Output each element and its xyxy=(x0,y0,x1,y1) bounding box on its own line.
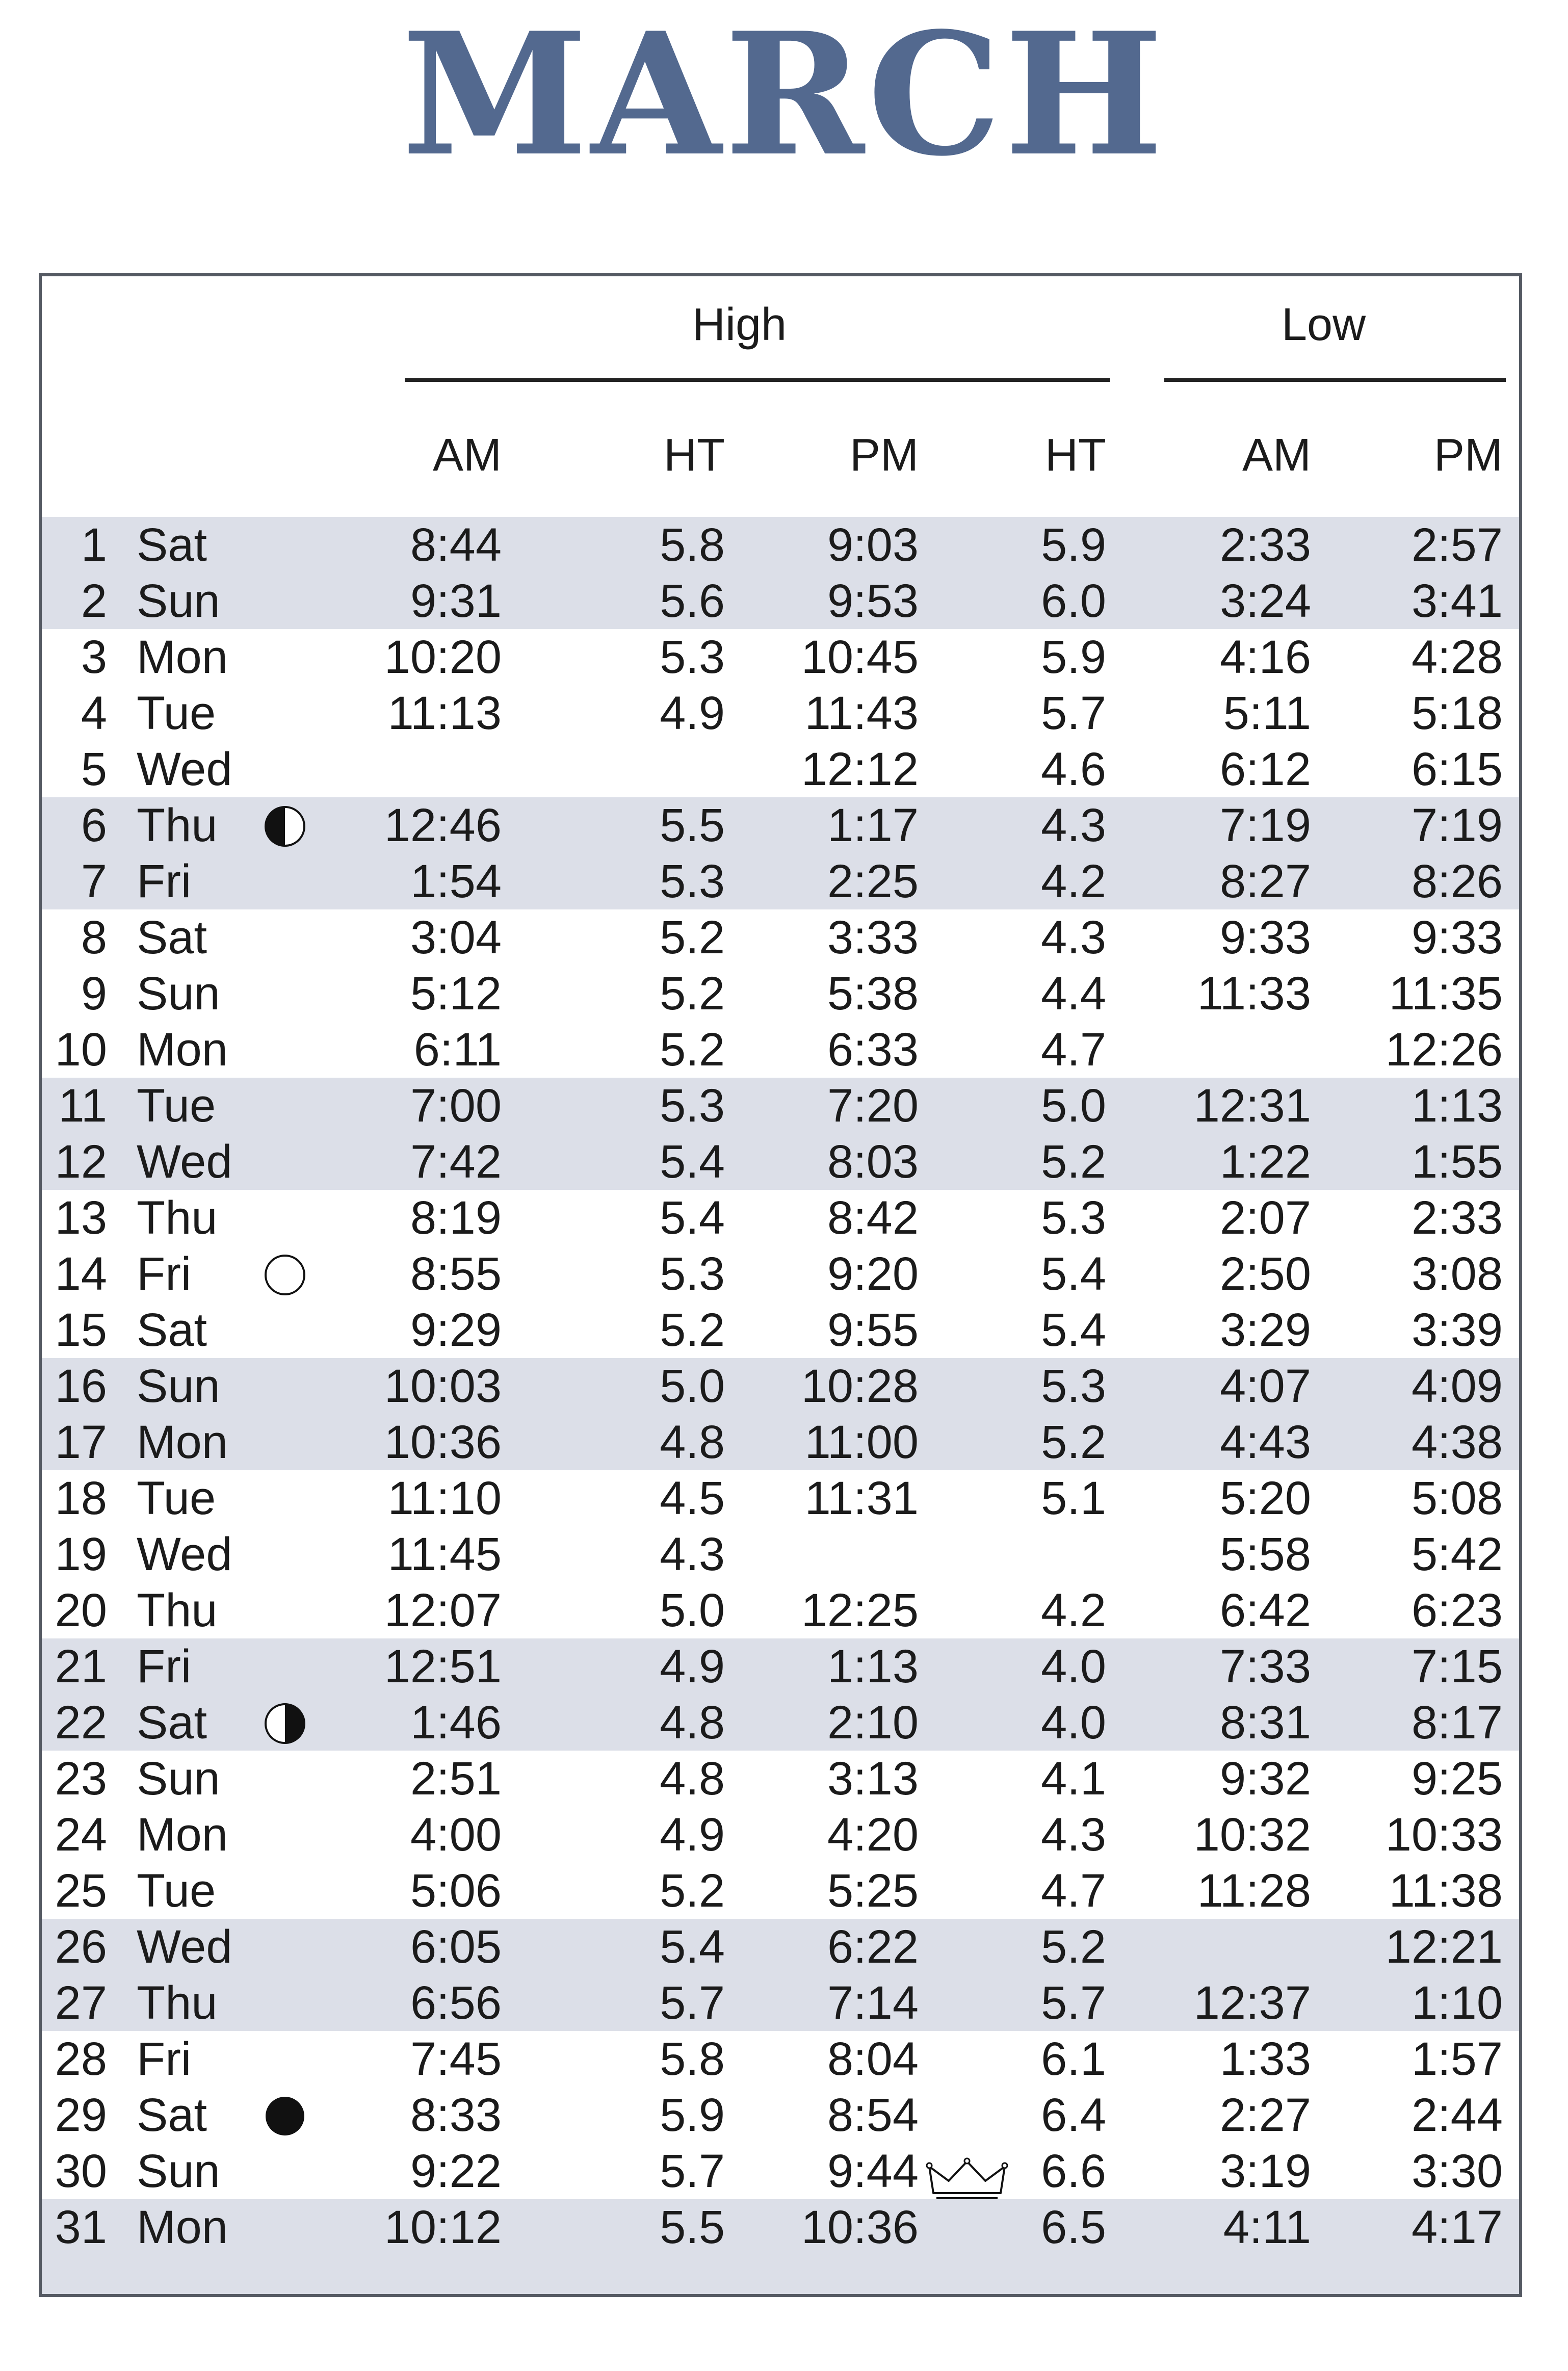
high-pm-height: 4.7 xyxy=(1041,1865,1106,1917)
high-pm-height: 4.2 xyxy=(1041,855,1106,907)
high-am-height: 5.8 xyxy=(660,519,725,571)
table-row xyxy=(42,1975,1519,2031)
day-number: 11 xyxy=(58,1080,107,1132)
day-of-week: Wed xyxy=(137,1528,232,1580)
high-am-height: 5.3 xyxy=(660,1248,725,1300)
day-number: 19 xyxy=(55,1528,107,1580)
day-number: 7 xyxy=(81,855,107,907)
high-header: High xyxy=(692,299,787,350)
low-am-time: 3:19 xyxy=(1219,2145,1311,2197)
low-pm-time: 5:08 xyxy=(1411,1472,1503,1524)
day-number: 31 xyxy=(55,2201,107,2253)
low-pm-time: 4:38 xyxy=(1411,1416,1503,1468)
high-am-time: 4:00 xyxy=(410,1809,502,1861)
low-pm-time: 4:09 xyxy=(1411,1360,1503,1412)
low-pm-time: 7:19 xyxy=(1411,799,1503,851)
low-am-time: 10:32 xyxy=(1193,1809,1311,1861)
low-pm-time: 1:55 xyxy=(1411,1136,1503,1188)
high-am-time: 9:22 xyxy=(410,2145,502,2197)
high-pm-time: 3:13 xyxy=(827,1753,919,1805)
day-number: 27 xyxy=(55,1977,107,2029)
day-of-week: Sat xyxy=(137,911,207,963)
high-pm-height: 5.7 xyxy=(1041,1977,1106,2029)
low-pm-time: 2:44 xyxy=(1411,2089,1503,2141)
high-am-height: 4.8 xyxy=(660,1753,725,1805)
table-row xyxy=(42,2031,1519,2087)
low-pm-time: 8:26 xyxy=(1411,855,1503,907)
low-am-time: 1:33 xyxy=(1219,2033,1311,2085)
low-pm-time: 11:38 xyxy=(1389,1865,1503,1917)
low-am-time: 11:28 xyxy=(1197,1865,1311,1917)
table-row xyxy=(42,1807,1519,1863)
day-number: 17 xyxy=(55,1416,107,1468)
table-row xyxy=(42,2199,1519,2255)
day-number: 14 xyxy=(55,1248,107,1300)
high-am-time: 10:12 xyxy=(384,2201,502,2253)
high-pm-height: 5.9 xyxy=(1041,519,1106,571)
day-of-week: Sat xyxy=(137,1697,207,1749)
day-of-week: Thu xyxy=(137,1977,218,2029)
col-header-high-am-ht: HT xyxy=(664,430,725,481)
low-am-time: 11:33 xyxy=(1197,968,1311,1020)
table-row xyxy=(42,1078,1519,1134)
high-pm-height: 4.4 xyxy=(1041,968,1106,1020)
day-of-week: Wed xyxy=(137,743,232,795)
high-am-height: 5.6 xyxy=(660,575,725,627)
day-of-week: Sat xyxy=(137,519,207,571)
high-am-height: 5.3 xyxy=(660,631,725,683)
high-am-height: 5.2 xyxy=(660,968,725,1020)
high-pm-height: 5.2 xyxy=(1041,1136,1106,1188)
high-am-time: 11:10 xyxy=(387,1472,502,1524)
high-am-height: 5.3 xyxy=(660,855,725,907)
day-number: 23 xyxy=(55,1753,107,1805)
high-pm-time: 7:20 xyxy=(827,1080,919,1132)
high-am-time: 7:45 xyxy=(410,2033,502,2085)
day-of-week: Mon xyxy=(137,631,228,683)
low-pm-time: 2:33 xyxy=(1411,1192,1503,1244)
high-am-time: 2:51 xyxy=(410,1753,502,1805)
high-am-height: 5.5 xyxy=(660,799,725,851)
table-row xyxy=(42,1246,1519,1302)
high-am-height: 5.2 xyxy=(660,1024,725,1076)
crown-icon xyxy=(926,2157,1008,2203)
high-pm-time: 7:14 xyxy=(827,1977,919,2029)
high-pm-time: 9:03 xyxy=(827,519,919,571)
low-am-time: 2:07 xyxy=(1219,1192,1311,1244)
day-number: 15 xyxy=(55,1304,107,1356)
high-pm-time: 6:33 xyxy=(827,1024,919,1076)
day-of-week: Tue xyxy=(137,1080,216,1132)
high-pm-time: 8:03 xyxy=(827,1136,919,1188)
table-row xyxy=(42,797,1519,853)
low-pm-time: 12:21 xyxy=(1385,1921,1503,1973)
high-am-height: 5.4 xyxy=(660,1192,725,1244)
high-am-height: 5.2 xyxy=(660,1865,725,1917)
low-pm-time: 9:33 xyxy=(1411,911,1503,963)
high-am-height: 5.4 xyxy=(660,1136,725,1188)
table-row xyxy=(42,2087,1519,2143)
high-am-time: 8:19 xyxy=(410,1192,502,1244)
high-pm-time: 11:43 xyxy=(804,687,919,739)
high-pm-height: 5.0 xyxy=(1041,1080,1106,1132)
high-pm-height: 5.4 xyxy=(1041,1304,1106,1356)
high-pm-height: 4.3 xyxy=(1041,799,1106,851)
high-am-height: 4.9 xyxy=(660,1640,725,1692)
high-pm-height: 5.1 xyxy=(1041,1472,1106,1524)
day-number: 24 xyxy=(55,1809,107,1861)
low-pm-time: 9:25 xyxy=(1411,1753,1503,1805)
col-header-low-am: AM xyxy=(1242,430,1311,481)
high-am-height: 4.9 xyxy=(660,1809,725,1861)
day-of-week: Fri xyxy=(137,855,192,907)
high-pm-height: 4.0 xyxy=(1041,1697,1106,1749)
day-of-week: Wed xyxy=(137,1136,232,1188)
high-pm-time: 2:10 xyxy=(827,1697,919,1749)
day-of-week: Mon xyxy=(137,2201,228,2253)
table-row xyxy=(42,741,1519,797)
low-pm-time: 1:57 xyxy=(1411,2033,1503,2085)
high-pm-time: 10:45 xyxy=(801,631,919,683)
day-number: 10 xyxy=(55,1024,107,1076)
high-am-time: 6:11 xyxy=(413,1024,502,1076)
high-pm-time: 12:25 xyxy=(801,1584,919,1636)
low-am-time: 5:11 xyxy=(1223,687,1311,739)
high-am-height: 5.3 xyxy=(660,1080,725,1132)
low-pm-time: 3:08 xyxy=(1411,1248,1503,1300)
day-of-week: Sun xyxy=(137,1360,220,1412)
high-am-time: 10:20 xyxy=(384,631,502,683)
low-am-time: 5:20 xyxy=(1219,1472,1311,1524)
low-am-time: 6:12 xyxy=(1219,743,1311,795)
high-pm-height: 5.2 xyxy=(1041,1416,1106,1468)
low-pm-time: 4:17 xyxy=(1411,2201,1503,2253)
day-of-week: Sun xyxy=(137,575,220,627)
low-am-time: 5:58 xyxy=(1219,1528,1311,1580)
low-am-time: 8:27 xyxy=(1219,855,1311,907)
high-am-time: 7:42 xyxy=(410,1136,502,1188)
day-number: 5 xyxy=(81,743,107,795)
day-of-week: Mon xyxy=(137,1416,228,1468)
table-row xyxy=(42,1190,1519,1246)
low-pm-time: 10:33 xyxy=(1385,1809,1503,1861)
high-am-time: 8:44 xyxy=(410,519,502,571)
low-pm-time: 5:42 xyxy=(1411,1528,1503,1580)
low-header-rule xyxy=(1164,378,1506,382)
page-title: MARCH xyxy=(401,0,1166,193)
day-of-week: Thu xyxy=(137,1192,218,1244)
high-pm-time: 9:44 xyxy=(827,2145,919,2197)
high-pm-time: 11:31 xyxy=(804,1472,919,1524)
day-number: 28 xyxy=(55,2033,107,2085)
col-header-low-pm: PM xyxy=(1434,430,1503,481)
day-of-week: Tue xyxy=(137,687,216,739)
low-pm-time: 1:13 xyxy=(1411,1080,1503,1132)
high-am-time: 12:07 xyxy=(384,1584,502,1636)
low-am-time: 3:29 xyxy=(1219,1304,1311,1356)
high-am-height: 5.0 xyxy=(660,1360,725,1412)
day-of-week: Tue xyxy=(137,1865,216,1917)
high-pm-height: 5.3 xyxy=(1041,1192,1106,1244)
day-number: 8 xyxy=(81,911,107,963)
high-pm-height: 6.6 xyxy=(1041,2145,1106,2197)
high-pm-height: 4.6 xyxy=(1041,743,1106,795)
low-am-time: 12:37 xyxy=(1193,1977,1311,2029)
high-pm-time: 1:13 xyxy=(827,1640,919,1692)
low-am-time: 9:32 xyxy=(1219,1753,1311,1805)
day-of-week: Mon xyxy=(137,1809,228,1861)
high-pm-height: 4.7 xyxy=(1041,1024,1106,1076)
table-row xyxy=(42,1863,1519,1919)
low-am-time: 1:22 xyxy=(1219,1136,1311,1188)
high-am-height: 4.5 xyxy=(660,1472,725,1524)
high-pm-time: 1:17 xyxy=(827,799,919,851)
low-am-time: 6:42 xyxy=(1219,1584,1311,1636)
table-row xyxy=(42,1134,1519,1190)
low-am-time: 4:43 xyxy=(1219,1416,1311,1468)
table-row xyxy=(42,1022,1519,1078)
full-moon-icon xyxy=(264,1253,306,1295)
high-pm-height: 5.9 xyxy=(1041,631,1106,683)
high-pm-height: 4.1 xyxy=(1041,1753,1106,1805)
high-pm-height: 6.0 xyxy=(1041,575,1106,627)
high-am-height: 5.2 xyxy=(660,911,725,963)
high-pm-time: 2:25 xyxy=(827,855,919,907)
day-of-week: Thu xyxy=(137,1584,218,1636)
high-am-height: 5.0 xyxy=(660,1584,725,1636)
table-row xyxy=(42,1358,1519,1414)
high-am-time: 11:45 xyxy=(387,1528,502,1580)
col-header-high-am: AM xyxy=(433,430,502,481)
low-am-time: 4:07 xyxy=(1219,1360,1311,1412)
low-am-time: 2:27 xyxy=(1219,2089,1311,2141)
high-pm-time: 5:38 xyxy=(827,968,919,1020)
table-row xyxy=(42,2143,1519,2199)
low-header: Low xyxy=(1282,299,1366,350)
low-am-time: 8:31 xyxy=(1219,1697,1311,1749)
day-of-week: Sun xyxy=(137,2145,220,2197)
high-pm-height: 6.1 xyxy=(1041,2033,1106,2085)
day-of-week: Sun xyxy=(137,968,220,1020)
high-pm-time: 9:55 xyxy=(827,1304,919,1356)
high-am-time: 7:00 xyxy=(410,1080,502,1132)
high-pm-height: 6.4 xyxy=(1041,2089,1106,2141)
low-am-time: 7:19 xyxy=(1219,799,1311,851)
day-number: 30 xyxy=(55,2145,107,2197)
low-am-time: 4:11 xyxy=(1223,2201,1311,2253)
high-am-time: 6:56 xyxy=(410,1977,502,2029)
table-row xyxy=(42,1526,1519,1582)
day-of-week: Sat xyxy=(137,1304,207,1356)
table-row xyxy=(42,1638,1519,1695)
high-pm-time: 5:25 xyxy=(827,1865,919,1917)
high-am-height: 4.8 xyxy=(660,1697,725,1749)
high-pm-time: 3:33 xyxy=(827,911,919,963)
day-of-week: Thu xyxy=(137,799,218,851)
low-pm-time: 1:10 xyxy=(1411,1977,1503,2029)
high-pm-time: 8:42 xyxy=(827,1192,919,1244)
high-pm-height: 5.2 xyxy=(1041,1921,1106,1973)
low-am-time: 7:33 xyxy=(1219,1640,1311,1692)
day-of-week: Sun xyxy=(137,1753,220,1805)
low-pm-time: 3:41 xyxy=(1411,575,1503,627)
high-pm-height: 5.3 xyxy=(1041,1360,1106,1412)
day-number: 9 xyxy=(81,968,107,1020)
high-am-height: 4.9 xyxy=(660,687,725,739)
last-quarter-moon-icon xyxy=(264,804,306,847)
high-am-time: 6:05 xyxy=(410,1921,502,1973)
new-moon-icon xyxy=(264,2094,306,2136)
table-row xyxy=(42,1302,1519,1358)
day-of-week: Fri xyxy=(137,2033,192,2085)
high-am-height: 4.8 xyxy=(660,1416,725,1468)
day-number: 22 xyxy=(55,1697,107,1749)
day-number: 20 xyxy=(55,1584,107,1636)
high-pm-time: 9:20 xyxy=(827,1248,919,1300)
day-number: 3 xyxy=(81,631,107,683)
day-number: 1 xyxy=(81,519,107,571)
high-pm-time: 9:53 xyxy=(827,575,919,627)
day-of-week: Mon xyxy=(137,1024,228,1076)
high-am-time: 12:46 xyxy=(384,799,502,851)
day-number: 4 xyxy=(81,687,107,739)
high-am-time: 9:29 xyxy=(410,1304,502,1356)
low-am-time: 9:33 xyxy=(1219,911,1311,963)
low-pm-time: 7:15 xyxy=(1411,1640,1503,1692)
high-am-time: 10:03 xyxy=(384,1360,502,1412)
low-pm-time: 2:57 xyxy=(1411,519,1503,571)
table-row xyxy=(42,966,1519,1022)
high-am-time: 12:51 xyxy=(384,1640,502,1692)
table-row xyxy=(42,1414,1519,1470)
high-am-height: 4.3 xyxy=(660,1528,725,1580)
high-pm-time: 10:36 xyxy=(801,2201,919,2253)
low-pm-time: 3:30 xyxy=(1411,2145,1503,2197)
table-row xyxy=(42,517,1519,573)
high-am-height: 5.8 xyxy=(660,2033,725,2085)
low-pm-time: 11:35 xyxy=(1389,968,1503,1020)
day-number: 12 xyxy=(55,1136,107,1188)
day-of-week: Tue xyxy=(137,1472,216,1524)
low-pm-time: 8:17 xyxy=(1411,1697,1503,1749)
high-header-rule xyxy=(405,378,1110,382)
high-pm-time: 8:04 xyxy=(827,2033,919,2085)
table-row xyxy=(42,853,1519,909)
high-pm-time: 11:00 xyxy=(804,1416,919,1468)
low-pm-time: 3:39 xyxy=(1411,1304,1503,1356)
col-header-high-pm: PM xyxy=(850,430,919,481)
table-row xyxy=(42,1695,1519,1751)
low-am-time: 2:33 xyxy=(1219,519,1311,571)
day-number: 6 xyxy=(81,799,107,851)
high-pm-height: 4.2 xyxy=(1041,1584,1106,1636)
day-number: 29 xyxy=(55,2089,107,2141)
day-number: 18 xyxy=(55,1472,107,1524)
first-quarter-moon-icon xyxy=(264,1701,306,1744)
high-am-time: 5:06 xyxy=(410,1865,502,1917)
day-number: 26 xyxy=(55,1921,107,1973)
low-pm-time: 4:28 xyxy=(1411,631,1503,683)
low-pm-time: 5:18 xyxy=(1411,687,1503,739)
day-number: 2 xyxy=(81,575,107,627)
low-am-time: 3:24 xyxy=(1219,575,1311,627)
tide-table xyxy=(39,273,1522,2297)
day-of-week: Fri xyxy=(137,1248,192,1300)
day-number: 21 xyxy=(55,1640,107,1692)
high-am-time: 3:04 xyxy=(410,911,502,963)
table-row xyxy=(42,685,1519,741)
high-am-height: 5.4 xyxy=(660,1921,725,1973)
high-am-time: 1:46 xyxy=(410,1697,502,1749)
table-row xyxy=(42,1751,1519,1807)
day-of-week: Sat xyxy=(137,2089,207,2141)
col-header-high-pm-ht: HT xyxy=(1045,430,1106,481)
day-number: 16 xyxy=(55,1360,107,1412)
low-am-time: 4:16 xyxy=(1219,631,1311,683)
high-am-height: 5.7 xyxy=(660,1977,725,2029)
low-am-time: 2:50 xyxy=(1219,1248,1311,1300)
high-pm-height: 5.7 xyxy=(1041,687,1106,739)
low-am-time: 12:31 xyxy=(1193,1080,1311,1132)
high-pm-height: 4.3 xyxy=(1041,911,1106,963)
table-row xyxy=(42,909,1519,966)
high-pm-height: 6.5 xyxy=(1041,2201,1106,2253)
low-pm-time: 12:26 xyxy=(1385,1024,1503,1076)
high-pm-time: 12:12 xyxy=(801,743,919,795)
high-am-height: 5.9 xyxy=(660,2089,725,2141)
high-pm-height: 5.4 xyxy=(1041,1248,1106,1300)
high-am-height: 5.7 xyxy=(660,2145,725,2197)
table-row xyxy=(42,1582,1519,1638)
high-am-time: 9:31 xyxy=(410,575,502,627)
low-pm-time: 6:15 xyxy=(1411,743,1503,795)
high-am-time: 11:13 xyxy=(387,687,502,739)
high-am-time: 1:54 xyxy=(410,855,502,907)
table-row xyxy=(42,573,1519,629)
high-am-time: 8:55 xyxy=(410,1248,502,1300)
high-am-height: 5.5 xyxy=(660,2201,725,2253)
high-am-height: 5.2 xyxy=(660,1304,725,1356)
day-of-week: Wed xyxy=(137,1921,232,1973)
high-pm-time: 8:54 xyxy=(827,2089,919,2141)
high-pm-height: 4.0 xyxy=(1041,1640,1106,1692)
high-pm-time: 4:20 xyxy=(827,1809,919,1861)
high-am-time: 8:33 xyxy=(410,2089,502,2141)
high-pm-time: 10:28 xyxy=(801,1360,919,1412)
high-am-time: 5:12 xyxy=(410,968,502,1020)
table-row xyxy=(42,1919,1519,1975)
table-row xyxy=(42,629,1519,685)
table-row xyxy=(42,1470,1519,1526)
day-of-week: Fri xyxy=(137,1640,192,1692)
day-number: 25 xyxy=(55,1865,107,1917)
low-pm-time: 6:23 xyxy=(1411,1584,1503,1636)
high-pm-time: 6:22 xyxy=(827,1921,919,1973)
high-am-time: 10:36 xyxy=(384,1416,502,1468)
high-pm-height: 4.3 xyxy=(1041,1809,1106,1861)
day-number: 13 xyxy=(55,1192,107,1244)
